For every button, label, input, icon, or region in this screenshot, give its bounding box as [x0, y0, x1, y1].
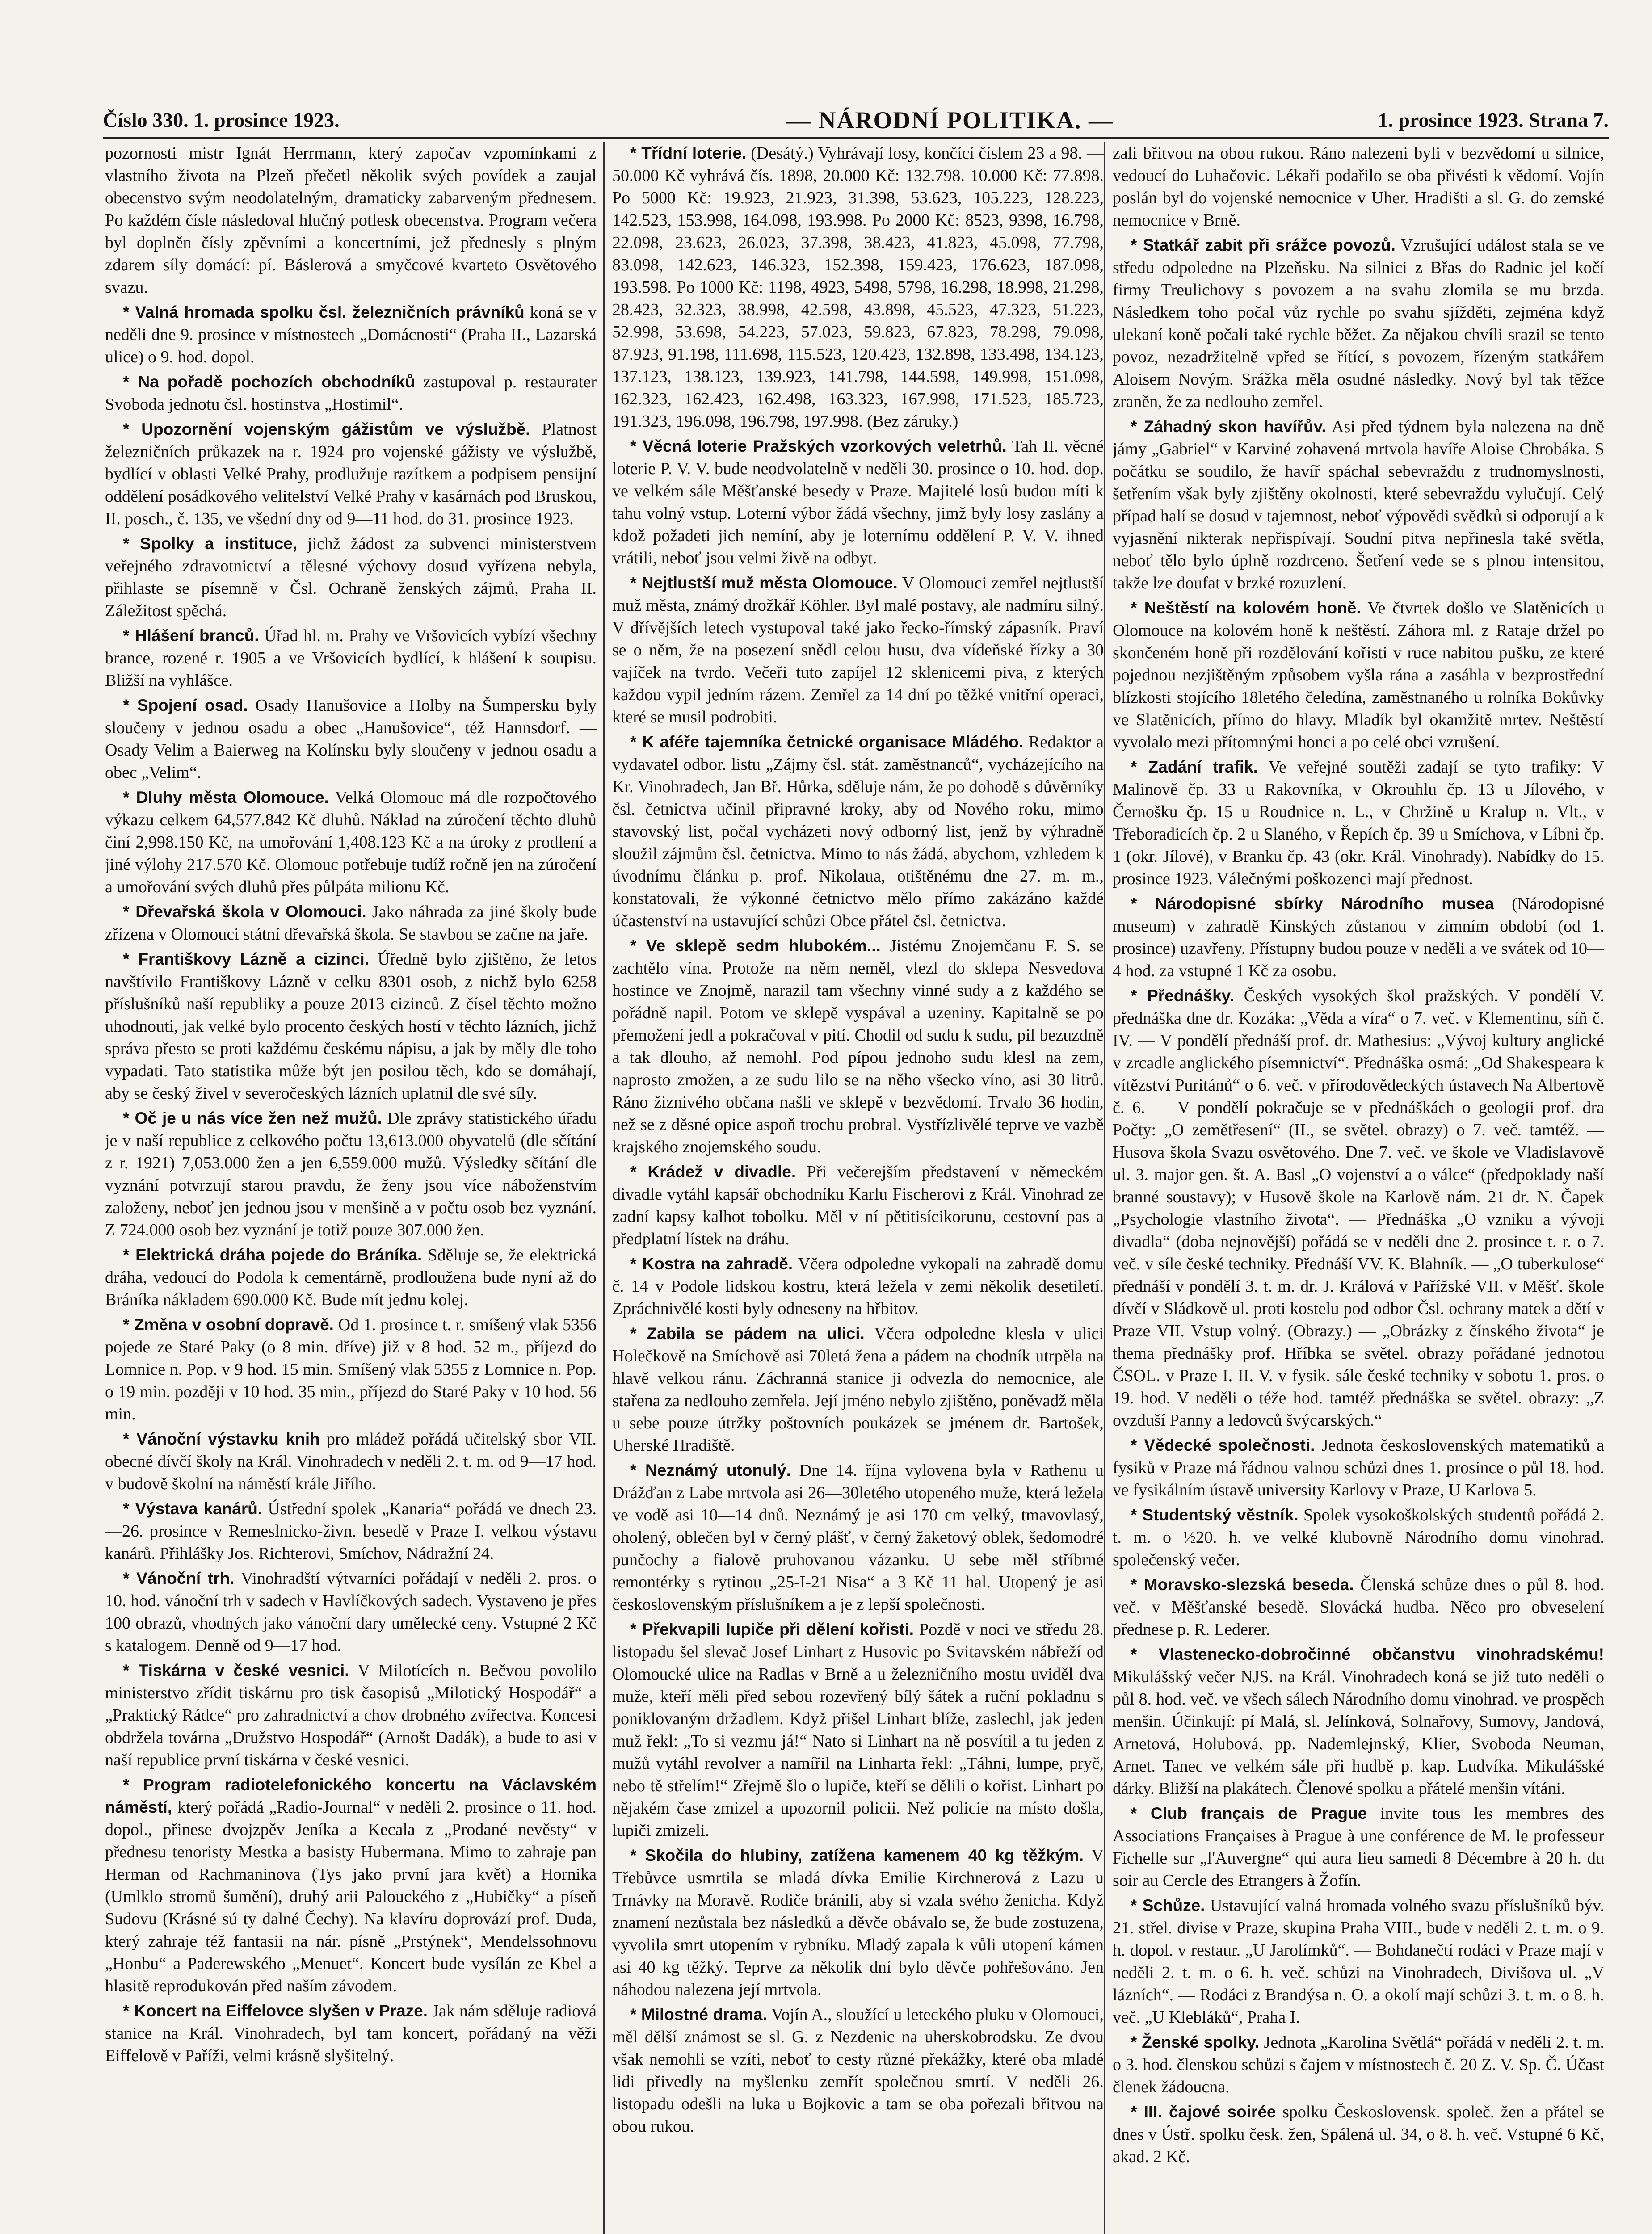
- article-body: Platnost železničních průkazek na r. 1924 pro vojenské gážisty ve výslužbě, bydlící v oblasti Velké Prahy, prodlužuje razítkem a podpisem pensijní oddělení posádkového velitelství Velké Prahy v kasárnách pod Bruskou, II. posch., č. 135, ve všední dny od 9—11 hod. do 31. prosince 1923.: [105, 420, 597, 528]
- article-body: V Třebůvce usmrtila se mladá dívka Emilie Kirchnerová z Lazu u Trnávky na Moravě. Rodiče bránili, aby si vzala svého ženicha. Když znamení nezůstala bez následků a děvče obávalo se, že bude zostuzena, vyvolila smrt utopením v rybníku. Mladý zapala k vůli utopení kámen asi 40 kg těžký. Teprve za několik dní bylo děvče pohřešováno. Jen náhodou nalezena její mrtvola.: [612, 1846, 1104, 1999]
- article-headline: * Ženské spolky.: [1131, 2033, 1260, 2051]
- article-body: který pořádá „Radio-Journal“ v neděli 2. prosince o 11. hod. dopol., přinese dvojzpěv Jeníka a Kecala z „Prodané nevěsty“ v přednesu tenoristy Mestka a basisty Hubermana. Mimo to zahraje pan Herman od Rachmaninova (Tys jako první jara květ) a Hornika (Umlklo stromů šumění), druhý arii Palouckého z „Hubičky“ a píseň Sudovu (Krásné sú ty dalné Čechy). Na klavíru doprovází prof. Duda, který zahraje též fantasii na nár. písně „Prstýnek“, Mendelssohnovu „Honbu“ a Paderewského „Menuet“. Koncert bude vysílán ze Kbel a hlasitě reprodukován před naším závodem.: [105, 1798, 597, 1995]
- article-body: Při večerejším představení v německém divadle vytáhl kapsář obchodníku Karlu Fischerovi z Král. Vinohrad ze zadní kapsy kalhot tobolku. Měl v ní pětitisícikorunu, cestovní pas a předplatní lístek na dráhu.: [612, 1163, 1104, 1248]
- article-body: (Národopisné museum) v zahradě Kinských zůstanou v zimním období (od 1. prosince) uzavřeny. Přístupny budou pouze v neděli a ve svátek od 10—4 hod. za vstupné 1 Kč za osobu.: [1113, 894, 1604, 980]
- article-body: Redaktor a vydavatel odbor. listu „Zájmy čsl. stát. zaměstnanců“, vycházejícího na Kr. Vinohradech, Jan Bř. Hůrka, sděluje nám, že po dohodě s důvěrníky čsl. četnictva učinil připravné kroky, aby od Nového roku, mimo stavovský list, počal vycházeti nový odborný list, jenž by výhradně sloužil zájmům čsl. četnictva. Mimo to nás žádá, abychom, vzhledem k úvodnímu článku p. prof. Nikolaua, otištěnému dne 27. m. m., konstatovali, že výkonné četnictvo mělo přímo zakázáno každé účastenství na ustavující schůzi Obce přátel čsl. četnictva.: [612, 733, 1104, 930]
- article-paragraph: [1113, 893, 1604, 982]
- article-body: Jak nám sděluje radiová stanice na Král. Vinohradech, byl tam koncert, pořádaný na věži Eiffelově v Paříži, velmi krásně slyšitelný.: [105, 2002, 597, 2065]
- article-paragraph: [105, 301, 597, 368]
- article-body: Úřad hl. m. Prahy ve Vršovicích vybízí všechny brance, rozené r. 1905 a ve Vršovicích bydlící, k hlášení k soupisu. Bližší na vyhlášce.: [105, 626, 597, 690]
- article-body: Vojín A., sloužící u leteckého pluku v Olomouci, měl dělší známost se sl. G. z Nezdenic na uherskobrodsku. Ze dvou však nemohli se vzíti, neboť to cesty různé překážky, které oba mladé lidi přivedly na myšlenku zemřít společnou smrtí. V neděli 26. listopadu odešli na luka u Bojkovic a tam se oba pořezali břitvou na obou rukou.: [612, 2005, 1104, 2136]
- article-body: Pozdě v noci ve středu 28. listopadu šel slevač Josef Linhart z Husovic po Svitavském nábřeží od Olomoucké ulice na Radlas v Brně a u železničního mostu uviděl dva muže, kteří měli před sebou rozevřený bílý šátek a ruční pokladnu s poniklovaným držadlem. Když přišel Linhart blíže, zaslechl, jak jeden muž řekl: „To si vezmu já!“ Nato si Linhart na ně posvítil a tu jeden z mužů vytáhl revolver a namířil na Linharta řekl: „Táhni, lumpe, pryč, nebo tě střelím!“ Zřejmě šlo o lupiče, kteří se dělili o kořist. Linhart po nějakém čase zmizel a upozornil policii. Než policie na místo došla, lupiči zmizeli.: [612, 1620, 1104, 1840]
- article-headline: * Vědecké společnosti.: [1131, 1436, 1315, 1454]
- article-paragraph: [1113, 1434, 1604, 1501]
- article-paragraph: [612, 1253, 1104, 1320]
- article-paragraph: [1113, 1643, 1604, 1800]
- article-body: Včera odpoledne klesla v ulici Holečkově na Smíchově asi 70letá žena a pádem na chodník utrpěla na hlavě velkou ránu. Záchranná stanice ji odvezla do nemocnice, ale stařena za nedlouho zemřela. Její jméno nebylo zjištěno, poněvadž měla u sebe pouze útržky poštovních poukázek se jménem dr. Bartošek, Uherské Hradiště.: [612, 1324, 1104, 1455]
- article-headline: * Překvapili lupiče při dělení kořisti.: [630, 1620, 914, 1638]
- article-paragraph: [105, 625, 597, 692]
- article-body: pro mládež pořádá učitelský sbor VII. obecné dívčí školy na Král. Vinohradech v neděli 2. t. m. od 9—17 hod. v budově školní na náměstí krále Jiřího.: [105, 1430, 597, 1493]
- article-headline: * Milostné drama.: [630, 2005, 767, 2024]
- article-body: Velká Olomouc má dle rozpočtového výkazu celkem 64,577.842 Kč dluhů. Náklad na zúročení těchto dluhů činí 2,998.150 Kč, na umořování 1,408.123 Kč a na úroky z prodlení a jiné výlohy 217.570 Kč. Olomouc potřebuje tudíž ročně jen na zúročení a umořování svých dluhů přes půlpáta milionu Kč.: [105, 788, 597, 896]
- article-paragraph: [612, 1459, 1104, 1616]
- article-headline: * Zadání trafik.: [1131, 758, 1258, 776]
- article-paragraph: [105, 1428, 597, 1495]
- article-paragraph: [1113, 1574, 1604, 1641]
- article-body: Ve čtvrtek došlo ve Slatěnicích u Olomouce na kolovém honě k neštěstí. Záhora ml. z Rataje držel po skončeném honě při rozdělování kořisti v ruce nabitou pušku, ze které pojednou nezjištěným způsobem vyšla rána a zasáhla v bezprostřední blízkosti stojícího 18letého čeledína, zaměstnaného u rolníka Bokůvky ve Slatěnicích, přímo do hlavy. Mladík byl okamžitě mrtev. Neštěstí vyvolalo mezi přítomnými honci a po celé obci vzrušení.: [1113, 599, 1604, 752]
- article-paragraph: [1113, 1504, 1604, 1571]
- article-headline: * Schůze.: [1131, 1896, 1205, 1915]
- article-headline: * Záhadný skon havířův.: [1131, 417, 1326, 436]
- article-body: Jako náhrada za jiné školy bude zřízena v Olomouci státní dřevařská škola. Se stavbou se začne na jaře.: [105, 903, 597, 944]
- article-body: Dne 14. října vylovena byla v Rathenu u Drážďan z Labe mrtvola asi 26—30letého utopeného muže, která ležela ve vodě asi 10—14 dnů. Neznámý je asi 170 cm velký, tmavovlasý, oholený, oblečen byl v černý plášť, v černý žaketový oblek, šedomodré punčochy a fialově pruhovanou vázanku. U sebe měl stříbrné remontérky s rytinou „25-I-21 Nisa“ a 3 Kč 11 hal. Utopený je asi československým příslušníkem a je z lepší společnosti.: [612, 1461, 1104, 1614]
- article-paragraph: [105, 371, 597, 416]
- article-body: Jednota „Karolina Světlá“ pořádá v neděli 2. t. m. o 3. hod. členskou schůzi s čajem v místnostech č. 20 Z. V. Sp. Č. Účast členek žádoucna.: [1113, 2033, 1604, 2096]
- article-paragraph: [105, 1659, 597, 1771]
- article-body: Vinohradští výtvarníci pořádají v neděli 2. pros. o 10. hod. vánoční trh v sadech v Havlíčkových sadech. Vystaveno je přes 100 obrazů, vhodných jako vánoční dary umělecké ceny. Vstupné 2 Kč s katalogem. Denně od 9—17 hod.: [105, 1569, 597, 1655]
- article-paragraph: [1113, 2101, 1604, 2168]
- article-body: jichž žádost za subvenci ministerstvem veřejného zdravotnictví a tělesné výchovy dosud vyřízena nebyla, přihlaste se písemně v Čsl. Ochraně ženských zájmů, Praha II. Záležitost spěchá.: [105, 534, 597, 620]
- article-body: Členská schůze dnes o půl 8. hod. več. v Měšťanské besedě. Slovácká hudba. Něco pro obveselení přednese p. R. Lederer.: [1113, 1575, 1604, 1639]
- article-headline: * Spojení osad.: [123, 696, 248, 714]
- article-body: zali břitvou na obou rukou. Ráno nalezeni byli v bezvědomí u silnice, vedoucí do Luhačovic. Lékaři podařilo se oba přivésti k vědomí. Vojín poslán byl do vojenské nemocnice v Uher. Hradišti a sl. G. do zemské nemocnice v Brně.: [1113, 144, 1604, 230]
- article-headline: * Třídní loterie.: [630, 144, 747, 162]
- article-paragraph: [612, 572, 1104, 728]
- column-2: [612, 142, 1104, 2234]
- article-headline: * Nejtlustší muž města Olomouce.: [630, 574, 898, 592]
- article-headline: * Změna v osobní dopravě.: [123, 1315, 334, 1334]
- article-paragraph: [105, 1244, 597, 1311]
- article-headline: * Upozornění vojenským gážistům ve výslužbě.: [123, 420, 530, 438]
- article-paragraph: [612, 1618, 1104, 1842]
- article-headline: * Koncert na Eiffelovce slyšen v Praze.: [123, 2002, 428, 2020]
- article-headline: * Vánoční výstavku knih: [123, 1430, 320, 1448]
- article-body: Včera odpoledne vykopali na zahradě domu č. 14 v Podole lidskou kostru, která ležela v zemi několik desetiletí. Zpráchnivělé kosti byly odneseny na hřbitov.: [612, 1255, 1104, 1318]
- column-3: [1113, 142, 1604, 2234]
- article-headline: * Zabila se pádem na ulici.: [630, 1324, 865, 1343]
- article-body: Jistému Znojemčanu F. S. se zachtělo vína. Protože na něm neměl, vlezl do sklepa Nesvedova hostince ve Znojmě, narazil tam všechny vinné sudy a z každého se pořádně napil. Potom ve sklepě vyspával a uzeniny. Kapitalně se po přemožení jedl a pokračoval v pití. Chodil od sudu k sudu, pil bezuzdně a tak dlouho, až nemohl. Pod pípou jednoho sudu klesl na zem, naprosto zmožen, a ze sudu lilo se na něho všecko víno, asi 30 litrů. Ráno žiznivého občana našli ve sklepě v bezvědomí. Trvalo 36 hodin, než se z děsné opice aspoň trochu probral. Vystřízlivělé teprve ve vazbě krajského znojemského soudu.: [612, 936, 1104, 1156]
- article-body: Spolek vysokoškolských studentů pořádá 2. t. m. o ½20. h. ve velké klubovně Národního domu vinohrad. společenský večer.: [1113, 1506, 1604, 1569]
- issue-number: Číslo 330. 1. prosince 1923.: [103, 109, 340, 131]
- article-paragraph: [612, 1323, 1104, 1457]
- article-headline: * Národopisné sbírky Národního musea: [1131, 894, 1494, 913]
- article-paragraph: [105, 1567, 597, 1657]
- article-body: pozornosti mistr Ignát Herrmann, který započav vzpomínkami z vlastního života na Plzeň přečetl několik svých povídek a zaujal obecenstvo svým neodolatelným, dramaticky zabarveným přednesem. Po každém čísle následoval hlučný potlesk obecenstva. Program večera byl doplněn čísly zpěvními a koncertními, jež přednesly s plným zdarem síly domácí: pí. Báslerová a smyčcové kvarteto Osvětového svazu.: [105, 144, 597, 297]
- article-paragraph: [612, 731, 1104, 932]
- article-paragraph: [1113, 142, 1604, 231]
- article-headline: * III. čajové soirée: [1131, 2103, 1276, 2121]
- article-paragraph: [105, 2000, 597, 2067]
- column-1: [105, 142, 597, 2234]
- article-paragraph: [105, 1314, 597, 1425]
- article-paragraph: [105, 901, 597, 945]
- article-headline: * Moravsko-slezská beseda.: [1131, 1575, 1354, 1594]
- article-paragraph: [612, 142, 1104, 433]
- article-paragraph: [1113, 1894, 1604, 2028]
- article-paragraph: [1113, 234, 1604, 413]
- article-headline: * Vánoční trh.: [123, 1569, 235, 1587]
- article-headline: * Věcná loterie Pražských vzorkových veletrhů.: [630, 437, 1007, 455]
- article-paragraph: [1113, 416, 1604, 594]
- article-paragraph: [105, 1498, 597, 1565]
- article-body: spolku Československ. společ. žen a přátel se dnes v Ústř. spolku česk. žen, Spálená ul. 34, o 8. h. več. Vstupné 6 Kč, akad. 2 Kč.: [1113, 2103, 1604, 2166]
- article-body: Vzrušující událost stala se ve středu odpoledne na Plzeňsku. Na silnici z Břas do Radnic jel kočí firmy Treulichovy s povozem a na svahu zlomila se mu brzda. Následkem toho počal vůz rychle po svahu sjížděti, zejména když ulekaní koně počali také rychle běžet. Za nějakou chvíli srazil se tento povoz, nezadržitelně vpřed se řítící, s povozem, řízeným statkářem Aloisem Novým. Srážka měla osudné následky. Nový byl tak těžce zraněn, že za nedlouho zemřel.: [1113, 236, 1604, 411]
- article-headline: * Kostra na zahradě.: [630, 1255, 793, 1273]
- article-body: invite tous les membres des Associations Françaises à Prague à une conférence de M. le professeur Fichelle sur „l'Auvergne“ qui aura lieu samedi 8 Décembre à 20 h. du soir au Cercle des Etrangers à Žofín.: [1113, 1804, 1604, 1890]
- article-headline: * K aféře tajemníka četnické organisace Mládého.: [630, 733, 1024, 751]
- article-body: V Olomouci zemřel nejtlustší muž města, známý drožkář Köhler. Byl malé postavy, ale nadmíru silný. V dřívějších letech vystupoval také jako řecko-římský zápasník. Praví se o něm, že na posezení snědl celou husu, dva vídeňské řízky a 30 vajíček na tvrdo. Večeři tuto zapíjel 12 sklenicemi piva, z kterých každou vypil jedním rázem. Zemřel za 14 dní po těžké vnitřní operaci, které se musil podrobiti.: [612, 574, 1104, 726]
- article-paragraph: [612, 1161, 1104, 1250]
- article-headline: * Františkovy Lázně a cizinci.: [123, 950, 370, 968]
- article-headline: * Přednášky.: [1131, 987, 1234, 1005]
- article-headline: * Statkář zabit při srážce povozů.: [1131, 236, 1396, 254]
- article-paragraph: [105, 418, 597, 530]
- article-body: V Milotících n. Bečvou povolilo ministerstvo zřídit tiskárnu pro tisk časopisů „Milotický Hospodář“ a „Praktický Rádce“ pro zahradnictví a chov drobného zvířectva. Koncesi obdržela továrna „Družstvo Hospodář“ (Arnošt Dadák), a bude to asi v naší republice první tiskárna v české vesnici.: [105, 1661, 597, 1769]
- article-headline: * Dřevařská škola v Olomouci.: [123, 903, 366, 921]
- article-paragraph: [105, 948, 597, 1104]
- article-paragraph: [1113, 597, 1604, 753]
- article-body: Sděluje se, že elektrická dráha, vedoucí do Podola k cementárně, prodloužena bude nyní až do Bráníka nákladem 690.000 Kč. Bude mít jednu kolej.: [105, 1246, 597, 1309]
- article-paragraph: [612, 2003, 1104, 2137]
- article-headline: * Club français de Prague: [1131, 1804, 1367, 1822]
- article-paragraph: [612, 935, 1104, 1158]
- article-body: Ve veřejné soutěži zadají se tyto trafiky: V Malinově čp. 33 u Rakovníka, v Okrouhlu čp. 13 u Jílového, v Černošku čp. 15 u Roudnice n. L., v Chržině u Kralup n. Vlt., v Třeboradicích čp. 2 u Slaného, v Řepích čp. 39 u Smíchova, v Líbni čp. 1 (okr. Jílové), v Branku čp. 43 (okr. Král. Vinohrady). Nabídky do 15. prosince 1923. Válečnými poškozenci mají přednost.: [1113, 758, 1604, 888]
- article-headline: * Elektrická dráha pojede do Bráníka.: [123, 1246, 422, 1264]
- article-body: Ústřední spolek „Kanaria“ pořádá ve dnech 23.—26. prosince v Remeslnicko-živn. besedě v Praze I. velkou výstavu kanárů. Přihlášky Jos. Richterovi, Smíchov, Nádražní 24.: [105, 1499, 597, 1563]
- article-body: zastupoval p. restaurater Svoboda jednotu čsl. hostinstva „Hostimil“.: [105, 373, 597, 414]
- article-body: Od 1. prosince t. r. smíšený vlak 5356 pojede ze Staré Paky (o 8 min. dříve) již v 8 hod. 52 m., příjezd do Lomnice n. Pop. v 9 hod. 15 min. Smíšený vlak 5355 z Lomnice n. Pop. o 19 min. později v 10 hod. 35 min., příjezd do Staré Paky v 10 hod. 56 min.: [105, 1315, 597, 1424]
- article-paragraph: [1113, 756, 1604, 890]
- article-headline: * Neštěstí na kolovém honě.: [1131, 599, 1361, 617]
- article-headline: * Hlášení branců.: [123, 626, 259, 645]
- article-body: Českých vysokých škol pražských. V pondělí V. přednáška dne dr. Kozáka: „Věda a víra“ o 7. več. v Klementinu, síň č. IV. — V pondělí přednáší prof. dr. Mathesius: „Vývoj kultury anglické v zrcadle anglického písemnictví“. Přednáška osmá: „Od Shakespeara k vítězství Puritánů“ o 6. več. v přírodovědeckých ústavech Na Albertově č. 6. — V pondělí pokračuje se v přednáškách o geologii prof. dra Počty: „O zemětřesení“ (II., se světel. obrazy) o 7. več. tamtéž. — Husova škola Svazu osvětového. Dne 7. več. ve škole ve Vladislavově ul. 3. major gen. št. A. Basl „O vojenství a o válce“ (předpoklady naší branné soustavy); v Husově škole na Karlově nám. 21 dr. N. Čapek „Psychologie vlastního života“. — Přednáška „O vzniku a vývoji divadla“ (doba nejnovější) pořádá se v neděli dne 2. prosince t. r. o 7. več. v síle české techniky. Přednáší VV. K. Blahník. — „O tuberkulose“ přednáší v pondělí 3. t. m. dr. J. Králová v Pařížské VII. v Měšť. škole dívčí v Sládkově ul. proti kostelu pod odbor Čsl. ochrany matek a dětí v Praze VII. Vstup volný. (Obrazy.) — „Obrázky z čínského života“ je thema přednášky prof. Hříbka se světel. obrazy pořádané jednotou ČSOL. v Praze I. II. V. v fysik. sále české techniky v sobotu 1. pros. o 19. hod. V neděli o téže hod. tamtéž přednáška se světel. obrazy: „Z ovzduší Panny a ledovců švýcarských.“: [1113, 987, 1604, 1430]
- article-body: Jednota československých matematiků a fysiků v Praze má řádnou valnou schůzi dnes 1. prosince o půl 18. hod. ve fysikálním ústavě university Karlovy v Praze, U Karlova 5.: [1113, 1436, 1604, 1499]
- article-headline: * Na pořadě pochozích obchodníků: [123, 373, 415, 391]
- article-paragraph: [105, 786, 597, 898]
- article-headline: * Studentský věstník.: [1131, 1506, 1299, 1524]
- article-paragraph: [1113, 2031, 1604, 2098]
- article-body: Úředně bylo zjištěno, že letos navštívilo Františkovy Lázně v celku 8301 osob, z nichž bylo 6258 příslušníků naší republiky a pouze 2013 cizinců. Z čísel těchto možno uhodnouti, jak velké bylo procento českých hostí v těchto lázních, jichž správa přesto se proti každému českému nápisu, a jak by měly dle toho vypadati. Tato statistika může být jen posilou těch, kdo se domáhají, aby se český živel v severočeských lázních uplatnil dle své síly.: [105, 950, 597, 1103]
- article-body: koná se v neděli dne 9. prosince v místnostech „Domácnosti“ (Praha II., Lazarská ulice) o 9. hod. dopol.: [105, 303, 597, 366]
- article-body: (Desátý.) Vyhrávají losy, končící číslem 23 a 98. — 50.000 Kč vyhrává čís. 1898, 20.000 Kč: 132.798. 10.000 Kč: 77.898. Po 5000 Kč: 19.923, 21.923, 31.398, 53.623, 105.223, 128.223, 142.523, 153.998, 164.098, 193.998. Po 2000 Kč: 8523, 9398, 16.798, 22.098, 23.623, 26.023, 37.398, 38.423, 41.823, 45.098, 77.798, 83.098, 142.623, 146.323, 152.398, 159.423, 176.623, 187.098, 193.598. Po 1000 Kč: 1198, 4923, 5498, 5798, 16.298, 18.998, 21.298, 28.423, 32.323, 38.998, 42.598, 43.898, 45.523, 47.323, 51.223, 52.998, 53.698, 54.223, 57.023, 59.823, 67.823, 78.298, 79.098, 87.923, 91.198, 111.698, 115.523, 120.423, 132.898, 133.498, 134.123, 137.123, 138.123, 139.923, 141.798, 144.598, 149.998, 151.098, 162.323, 162.423, 162.498, 163.323, 167.998, 171.523, 185.723, 191.323, 196.098, 196.798, 197.998. (Bez záruky.): [612, 144, 1104, 431]
- article-body: Ustavující valná hromada volného svazu příslušníků býv. 21. střel. divise v Praze, skupina Praha VIII., bude v neděli 2. t. m. o 9. h. dopol. v restaur. „U Jarolímků“. — Bohdanečtí rodáci v Praze mají v neděli 2. t. m. o 6. h. več. schůzi na Vinohradech, Divišova ul. „V lázních“. — Rodáci z Brandýsa n. O. a okolí mají schůzi 3. t. m. o 8. h. več. „U Klebláků“, Praha I.: [1113, 1896, 1604, 2027]
- article-paragraph: [105, 694, 597, 784]
- article-headline: * Tiskárna v české vesnici.: [123, 1661, 349, 1680]
- article-paragraph: [612, 1844, 1104, 2001]
- article-headline: * Výstava kanárů.: [123, 1499, 263, 1518]
- masthead-rule: [103, 137, 1609, 139]
- article-headline: * Ve sklepě sedm hlubokém...: [630, 936, 881, 955]
- article-headline: * Krádež v divadle.: [630, 1163, 796, 1181]
- article-headline: * Neznámý utonulý.: [630, 1461, 791, 1479]
- column-divider: [1104, 142, 1105, 2234]
- article-paragraph: [105, 142, 597, 298]
- date-page-number: 1. prosince 1923. Strana 7.: [1378, 109, 1609, 131]
- article-headline: * Dluhy města Olomouce.: [123, 788, 329, 806]
- article-paragraph: [1113, 1802, 1604, 1892]
- article-headline: * Oč je u nás více žen než mužů.: [123, 1109, 382, 1127]
- column-divider: [603, 142, 605, 2234]
- article-headline: * Vlastenecko-dobročinné občanstvu vinohradskému!: [1131, 1645, 1604, 1663]
- article-body: Mikulášský večer NJS. na Král. Vinohradech koná se již tuto neděli o půl 8. hod. več. ve všech sálech Národního domu vinohrad. ve prospěch menšin. Účinkují: pí Malá, sl. Jelínková, Solnařovy, Sumovy, Jandová, Arnetová, Holubová, pp. Nademlejnský, Klier, Svoboda Neuman, Arnet. Tanec ve velkém sále při hudbě p. kap. Ludvíka. Mikulášské dárky. Bližší na plakátech. Členové spolku a přátelé menšin vítáni.: [1113, 1667, 1604, 1798]
- article-body: Dle zprávy statistického úřadu je v naší republice z celkového počtu 13,613.000 obyvatelů (dle sčítání z r. 1921) 7,053.000 žen a jen 6,559.000 mužů. Výsledky sčítání dle vyznání potvrzují starou pravdu, že ženy jsou více náboženstvím založeny, neboť jen jednou jsou v menšině a v počtu osob bez vyznání. Z 724.000 osob bez vyznání je totiž pouze 307.000 žen.: [105, 1109, 597, 1239]
- article-paragraph: [105, 1774, 597, 1997]
- article-headline: * Valná hromada spolku čsl. železničních právníků: [123, 303, 525, 321]
- article-body: Osady Hanušovice a Holby na Šumpersku byly sloučeny v jednou osadu a obec „Hanušovice“, též Hannsdorf. — Osady Velim a Baierweg na Kolínsku byly sloučeny v jednou osadu a obec „Velim“.: [105, 696, 597, 782]
- newspaper-title: — NÁRODNÍ POLITIKA. —: [786, 107, 1114, 134]
- masthead: [103, 104, 1609, 139]
- article-headline: * Skočila do hlubiny, zatížena kamenem 40 kg těžkým.: [630, 1846, 1084, 1864]
- article-paragraph: [1113, 985, 1604, 1432]
- article-body: Asi před týdnem byla nalezena na dně jámy „Gabriel“ v Karviné zohavená mrtvola havíře Aloise Chrobáka. S počátku se soudilo, že havíř spáchal sebevraždu z trudnomyslnosti, šetřením však byly zjištěny okolnosti, které sebevraždu vylučují. Celý případ halí se dosud v tajemnost, neboť výpovědi svědků si odporují a k vyjasnění nikterak nepřispívají. Soudní pitva nepřinesla také světla, neboť tělo bylo úplně rozdrceno. Šetření vede se s plnou intensitou, takže lze doufat v brzké rozuzlení.: [1113, 417, 1604, 592]
- article-headline: * Program radiotelefonického koncertu na Václavském náměstí,: [105, 1776, 597, 1816]
- article-body: Tah II. věcné loterie P. V. V. bude neodvolatelně v neděli 30. prosince o 10. hod. dop. ve velkém sále Měšťanské besedy v Praze. Majitelé losů budou míti k tahu volný vstup. Loterní výbor žádá všechny, jimž byly losy zaslány a kdož požadeti jich nemíní, aby je loternímu oddělení P. V. V. ihned vrátili, neboť jsou velmi živě na odbyt.: [612, 437, 1104, 567]
- article-paragraph: [105, 1107, 597, 1241]
- article-headline: * Spolky a instituce,: [123, 534, 298, 553]
- article-paragraph: [105, 533, 597, 622]
- article-paragraph: [612, 435, 1104, 569]
